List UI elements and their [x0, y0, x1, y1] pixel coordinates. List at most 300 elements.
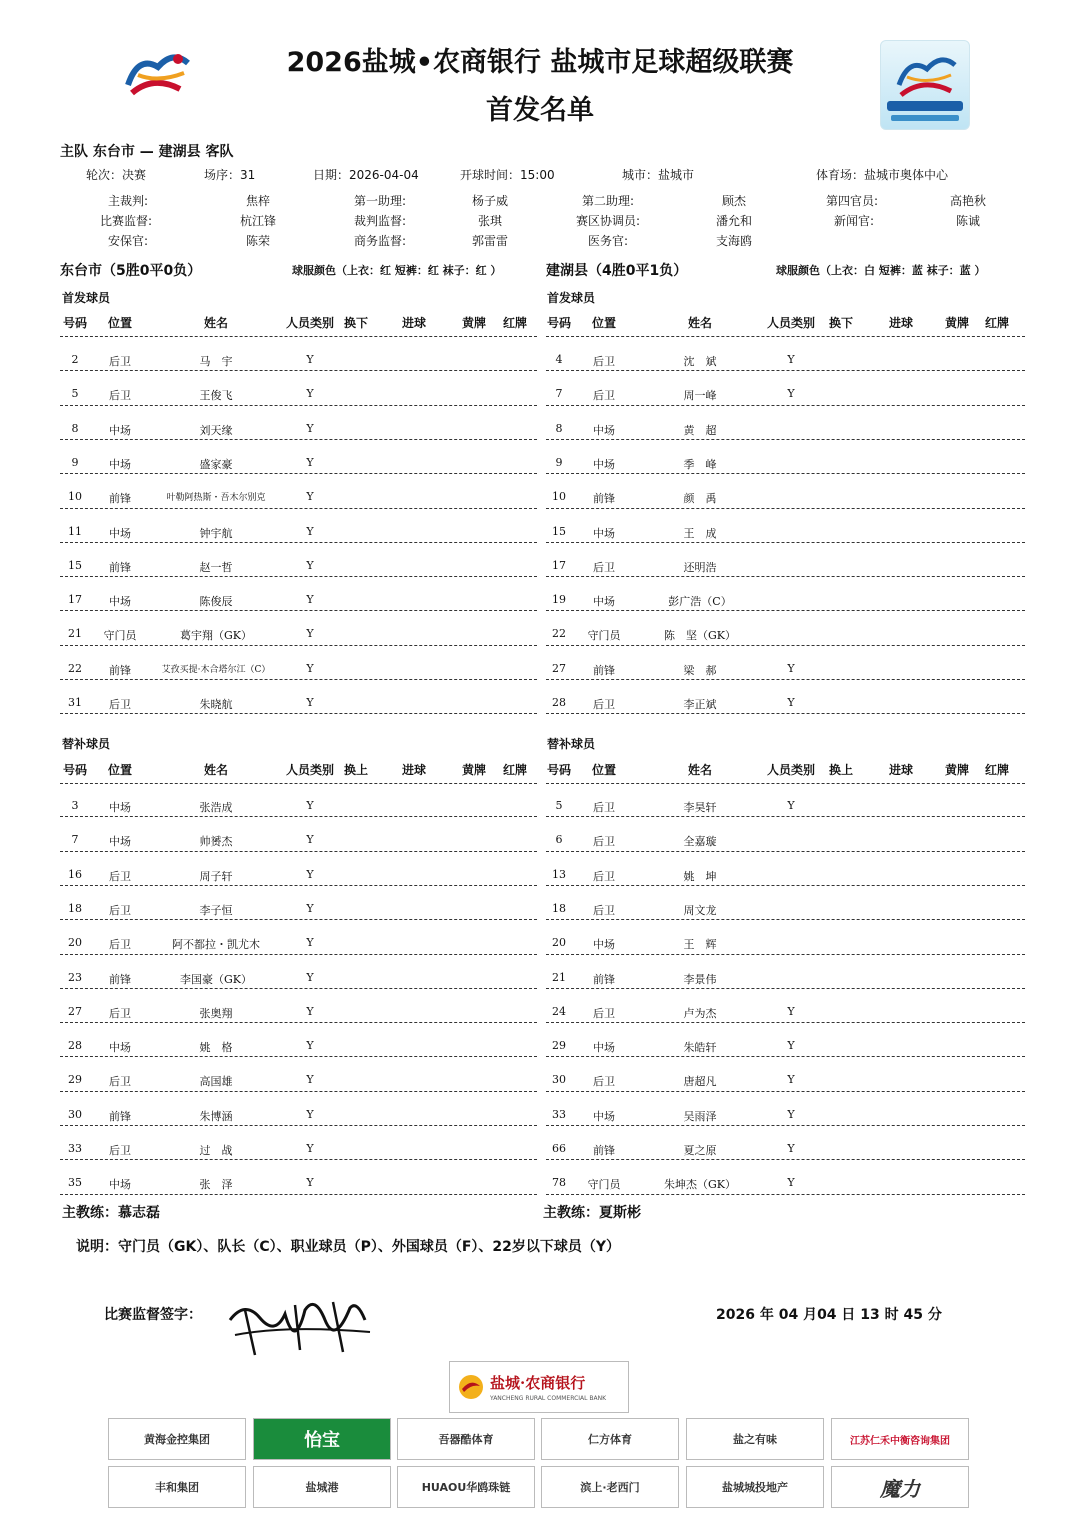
home-player-name: 张奥翔 [199, 1006, 233, 1020]
away-player-position: 后卫 [593, 903, 615, 917]
home-player-category: Y [306, 1107, 314, 1121]
away-row-divider [546, 851, 1025, 852]
away-player-position: 中场 [593, 457, 615, 471]
home-starters-col-red: 红牌 [502, 316, 527, 330]
home-row-divider [60, 919, 537, 920]
away-player-position: 中场 [593, 526, 615, 540]
away-player-category: Y [787, 1176, 795, 1190]
away-subs-col-yellow: 黄牌 [944, 763, 969, 777]
away-player-name: 唐超凡 [683, 1075, 717, 1089]
away-player-name: 朱坤杰（GK） [663, 1178, 736, 1192]
home-player-category: Y [306, 1142, 314, 1155]
home-player-position: 后卫 [109, 355, 131, 368]
home-player-name: 高国雄 [199, 1075, 233, 1089]
sponsor-name: 滨上·老西门 [580, 1481, 640, 1494]
sponsor-logo [541, 1466, 679, 1508]
home-player-category: Y [306, 833, 314, 847]
home-player-name: 钟宇航 [199, 526, 233, 540]
sponsor-name: 盐之有味 [733, 1433, 777, 1446]
away-row-divider [546, 508, 1025, 509]
home-player-name: 姚 格 [199, 1041, 233, 1055]
home-player-category: Y [306, 696, 314, 709]
away-player-name: 季 峰 [683, 457, 717, 471]
home-player-name: 马 宇 [199, 355, 233, 368]
home-subs-header-rule [60, 783, 537, 784]
away-subs-col-sub: 换上 [828, 763, 853, 777]
away-row-divider [546, 542, 1025, 543]
home-row-divider [60, 885, 537, 886]
page-title: 2026盐城•农商银行 盐城市足球超级联赛 [286, 47, 794, 78]
away-row-divider [546, 988, 1025, 989]
home-row-divider [60, 645, 537, 646]
home-player-position: 后卫 [109, 869, 131, 883]
away-player-number: 5 [555, 799, 563, 812]
away-player-number: 6 [555, 833, 563, 847]
label-ar1: 第一助理: [354, 194, 407, 208]
sponsor-logo [686, 1466, 824, 1508]
bank-name: 盐城·农商银行 [490, 1374, 586, 1392]
home-player-name: 盛家豪 [199, 457, 233, 471]
value-fourth: 高艳秋 [950, 194, 987, 208]
home-player-number: 21 [68, 627, 82, 641]
label-commercial: 商务监督: [354, 234, 407, 248]
home-player-number: 23 [68, 970, 82, 984]
away-row-divider [546, 1022, 1025, 1023]
sponsor-name: 盐城港 [305, 1481, 339, 1494]
away-subs-col-pos: 位置 [591, 763, 616, 777]
value-medical: 支海鸥 [716, 234, 753, 248]
home-player-name: 刘天缘 [199, 423, 233, 437]
home-subs-col-yellow: 黄牌 [461, 763, 486, 777]
home-player-category: Y [306, 867, 314, 881]
away-player-number: 18 [552, 901, 566, 915]
away-player-name: 陈 坚（GK） [663, 629, 736, 643]
away-player-name: 沈 斌 [683, 355, 717, 368]
home-player-position: 后卫 [109, 698, 131, 711]
home-player-category: Y [306, 524, 314, 538]
away-player-number: 29 [552, 1039, 566, 1053]
away-subs-header-rule [546, 783, 1025, 784]
away-row-divider [546, 713, 1025, 714]
away-player-number: 78 [552, 1176, 566, 1190]
home-player-name: 朱晓航 [199, 698, 233, 711]
sponsor-name: 丰和集团 [155, 1481, 199, 1494]
away-player-number: 19 [552, 593, 566, 607]
home-row-divider [60, 1125, 537, 1126]
label-ref-supervisor: 裁判监督: [354, 214, 407, 228]
value-supervisor: 杭江锋 [240, 214, 277, 228]
value-ref-supervisor: 张琪 [478, 214, 503, 228]
away-starters-col-no: 号码 [546, 316, 571, 330]
away-player-position: 中场 [593, 1041, 615, 1055]
home-starters-col-pos: 位置 [107, 316, 132, 330]
away-player-name: 李正斌 [683, 698, 717, 711]
home-player-number: 11 [68, 524, 82, 538]
away-row-divider [546, 1159, 1025, 1160]
value-press: 陈诚 [956, 214, 981, 228]
home-player-number: 30 [68, 1107, 82, 1121]
label-supervisor: 比赛监督: [100, 214, 153, 228]
home-team-name: 东台市（5胜0平0负） [60, 263, 202, 279]
away-row-divider [546, 1091, 1025, 1092]
home-player-position: 中场 [109, 801, 131, 814]
home-row-divider [60, 508, 537, 509]
home-player-number: 31 [68, 696, 82, 709]
home-player-category: Y [306, 970, 314, 984]
home-row-divider [60, 1056, 537, 1057]
away-player-number: 10 [552, 490, 566, 504]
away-player-position: 前锋 [593, 492, 615, 506]
home-player-position: 前锋 [109, 972, 131, 986]
home-player-category: Y [306, 661, 314, 675]
home-player-position: 中场 [109, 595, 131, 609]
home-starters-col-no: 号码 [62, 316, 87, 330]
home-starters-col-goals: 进球 [401, 316, 426, 330]
home-player-position: 前锋 [109, 663, 131, 677]
home-player-position: 中场 [109, 457, 131, 471]
home-player-name: 朱博涵 [199, 1109, 233, 1123]
home-player-name: 陈俊辰 [199, 595, 233, 609]
away-player-number: 24 [552, 1004, 566, 1018]
sponsor-name: 仁方体育 [588, 1433, 632, 1446]
home-player-name: 阿不都拉・凯尤木 [172, 938, 260, 952]
away-subs-col-name: 姓名 [687, 763, 712, 777]
away-player-name: 夏之原 [683, 1144, 717, 1157]
away-player-position: 后卫 [593, 1006, 615, 1020]
away-subs-label: 替补球员 [547, 737, 596, 751]
home-row-divider [60, 576, 537, 577]
label-fourth: 第四官员: [826, 194, 879, 208]
away-player-category: Y [787, 1073, 795, 1087]
away-row-divider [546, 370, 1025, 371]
home-player-number: 35 [68, 1176, 82, 1190]
value-commercial: 郭雷雷 [472, 234, 509, 248]
home-player-category: Y [306, 1176, 314, 1190]
away-player-number: 21 [552, 970, 566, 984]
home-player-category: Y [306, 353, 314, 366]
home-player-category: Y [306, 558, 314, 572]
home-coach: 主教练：慕志磊 [62, 1205, 160, 1221]
legend-note: 说明：守门员（GK）、队长（C）、职业球员（P）、外国球员（F）、22岁以下球员（Y） [76, 1239, 621, 1255]
away-player-position: 中场 [593, 423, 615, 437]
home-player-number: 9 [71, 455, 79, 469]
match-teams: 主队 东台市 — 建湖县 客队 [60, 144, 234, 160]
home-row-divider [60, 713, 537, 714]
sign-time: 2026 年 04 月04 日 13 时 45 分 [716, 1307, 942, 1323]
home-starters-col-cat: 人员类别 [285, 316, 334, 330]
label-medical: 医务官: [588, 234, 629, 248]
sponsor-logo [397, 1418, 535, 1460]
label-coordinator: 赛区协调员: [576, 214, 641, 228]
home-starters-col-sub: 换下 [343, 316, 368, 330]
title-sponsor-bank [449, 1361, 629, 1413]
home-player-number: 17 [68, 593, 82, 607]
home-player-number: 20 [68, 936, 82, 950]
away-player-position: 前锋 [593, 1144, 615, 1157]
sponsor-logo [831, 1418, 969, 1460]
away-player-position: 后卫 [593, 835, 615, 849]
home-player-name: 叶勒阿热斯・吾木尔别克 [166, 493, 266, 504]
away-row-divider [546, 919, 1025, 920]
away-player-number: 4 [555, 353, 563, 366]
bank-logo-icon [458, 1374, 484, 1400]
away-starters-col-cat: 人员类别 [766, 316, 815, 330]
away-row-divider [546, 954, 1025, 955]
home-player-position: 后卫 [109, 1144, 131, 1157]
away-player-number: 9 [555, 455, 563, 469]
home-player-name: 李国豪（GK） [179, 972, 252, 986]
away-player-name: 吴雨泽 [683, 1109, 717, 1123]
away-player-name: 王 辉 [683, 938, 717, 952]
home-player-category: Y [306, 936, 314, 950]
value-ar2: 顾杰 [722, 194, 747, 208]
info-kickoff: 开球时间：15:00 [460, 168, 555, 182]
home-player-position: 后卫 [109, 389, 131, 403]
home-row-divider [60, 988, 537, 989]
home-player-number: 22 [68, 661, 82, 675]
home-player-number: 7 [71, 833, 79, 847]
away-player-category: Y [787, 387, 795, 401]
home-player-position: 中场 [109, 1041, 131, 1055]
home-subs-col-cat: 人员类别 [285, 763, 334, 777]
home-player-position: 后卫 [109, 1006, 131, 1020]
home-player-name: 张 泽 [199, 1178, 233, 1192]
away-player-name: 李景伟 [683, 972, 717, 986]
away-starters-col-sub: 换下 [828, 316, 853, 330]
away-subs-col-no: 号码 [546, 763, 571, 777]
home-kit-colors: 球服颜色（上衣：红 短裤：红 袜子：红 ） [292, 264, 502, 277]
home-row-divider [60, 610, 537, 611]
away-player-position: 后卫 [593, 698, 615, 711]
home-player-position: 中场 [109, 526, 131, 540]
away-starters-header-rule [546, 336, 1025, 337]
away-player-category: Y [787, 1107, 795, 1121]
away-starters-label: 首发球员 [547, 291, 596, 305]
home-player-position: 守门员 [103, 629, 137, 643]
away-player-category: Y [787, 1142, 795, 1155]
away-player-name: 姚 坤 [683, 869, 717, 883]
home-player-number: 3 [71, 799, 79, 812]
value-coordinator: 潘允和 [716, 214, 753, 228]
home-player-category: Y [306, 421, 314, 435]
sponsor-logo [253, 1418, 391, 1460]
home-row-divider [60, 816, 537, 817]
value-referee: 焦梓 [246, 194, 271, 208]
home-player-name: 葛宇翔（GK） [179, 629, 252, 643]
away-player-position: 后卫 [593, 355, 615, 368]
info-match-no: 场序：31 [204, 168, 256, 182]
home-starters-col-yellow: 黄牌 [461, 316, 486, 330]
sponsor-logo [397, 1466, 535, 1508]
home-player-position: 前锋 [109, 492, 131, 506]
home-row-divider [60, 1159, 537, 1160]
away-starters-col-name: 姓名 [687, 316, 712, 330]
away-player-name: 全嘉璇 [683, 835, 717, 849]
away-player-number: 33 [552, 1107, 566, 1121]
home-player-number: 8 [71, 421, 79, 435]
away-starters-col-red: 红牌 [984, 316, 1009, 330]
away-player-name: 朱皓轩 [683, 1041, 717, 1055]
home-player-number: 18 [68, 901, 82, 915]
away-row-divider [546, 1056, 1025, 1057]
away-player-name: 王 成 [683, 526, 717, 540]
away-player-category: Y [787, 1004, 795, 1018]
sponsor-logo [541, 1418, 679, 1460]
away-player-name: 彭广浩（C） [668, 595, 732, 609]
sponsor-name: 怡宝 [304, 1430, 340, 1451]
away-player-number: 30 [552, 1073, 566, 1087]
label-ar2: 第二助理: [582, 194, 635, 208]
away-player-number: 20 [552, 936, 566, 950]
home-subs-col-red: 红牌 [502, 763, 527, 777]
away-player-number: 8 [555, 421, 563, 435]
home-subs-col-name: 姓名 [203, 763, 228, 777]
sponsor-name: 江苏仁禾中衡咨询集团 [850, 1435, 950, 1447]
sponsor-name: 吾器酷体育 [438, 1433, 494, 1446]
away-player-position: 守门员 [587, 1178, 621, 1192]
home-player-name: 张浩成 [199, 801, 233, 814]
away-player-name: 梁 郝 [683, 663, 717, 677]
home-player-category: Y [306, 387, 314, 401]
sponsor-name: 魔力 [880, 1476, 920, 1501]
sponsor-logo [108, 1418, 246, 1460]
sponsor-logo [108, 1466, 246, 1508]
home-player-number: 10 [68, 490, 82, 504]
signature-label: 比赛监督签字： [104, 1307, 202, 1323]
away-row-divider [546, 816, 1025, 817]
home-row-divider [60, 679, 537, 680]
home-row-divider [60, 370, 537, 371]
label-security: 安保官: [108, 234, 149, 248]
home-player-name: 赵一哲 [199, 560, 233, 574]
away-row-divider [546, 610, 1025, 611]
home-player-category: Y [306, 593, 314, 607]
away-row-divider [546, 1125, 1025, 1126]
home-player-position: 前锋 [109, 1109, 131, 1123]
home-starters-label: 首发球员 [62, 291, 111, 305]
home-row-divider [60, 1091, 537, 1092]
away-player-number: 15 [552, 524, 566, 538]
value-security: 陈荣 [246, 234, 271, 248]
home-player-category: Y [306, 1073, 314, 1087]
away-starters-col-yellow: 黄牌 [944, 316, 969, 330]
away-player-category: Y [787, 799, 795, 812]
away-player-category: Y [787, 1039, 795, 1053]
away-row-divider [546, 439, 1025, 440]
home-subs-col-pos: 位置 [107, 763, 132, 777]
away-row-divider [546, 1194, 1025, 1195]
sponsor-logo [253, 1466, 391, 1508]
home-player-number: 15 [68, 558, 82, 572]
away-player-position: 中场 [593, 1109, 615, 1123]
home-row-divider [60, 405, 537, 406]
home-player-position: 中场 [109, 423, 131, 437]
home-player-number: 33 [68, 1142, 82, 1155]
away-player-position: 后卫 [593, 801, 615, 814]
away-player-position: 后卫 [593, 869, 615, 883]
home-player-name: 帅赟杰 [199, 835, 233, 849]
home-row-divider [60, 439, 537, 440]
home-player-position: 后卫 [109, 1075, 131, 1089]
away-subs-col-red: 红牌 [984, 763, 1009, 777]
home-player-number: 2 [71, 353, 79, 366]
away-player-position: 后卫 [593, 1075, 615, 1089]
away-row-divider [546, 405, 1025, 406]
away-player-category: Y [787, 353, 795, 366]
away-player-name: 还明浩 [683, 560, 717, 574]
home-player-name: 周子轩 [199, 869, 233, 883]
away-player-name: 黄 超 [683, 423, 717, 437]
sponsor-name: HUAOU华鸥珠链 [421, 1481, 511, 1494]
home-player-position: 中场 [109, 1178, 131, 1192]
away-player-position: 中场 [593, 595, 615, 609]
info-city: 城市：盐城市 [622, 168, 695, 182]
home-starters-col-name: 姓名 [203, 316, 228, 330]
away-player-number: 66 [552, 1142, 566, 1155]
away-player-position: 前锋 [593, 972, 615, 986]
away-player-name: 李昊轩 [683, 801, 717, 814]
sponsor-logo [686, 1418, 824, 1460]
home-player-category: Y [306, 1004, 314, 1018]
home-row-divider [60, 542, 537, 543]
home-subs-col-goals: 进球 [401, 763, 426, 777]
home-starters-header-rule [60, 336, 537, 337]
away-subs-col-cat: 人员类别 [766, 763, 815, 777]
away-row-divider [546, 576, 1025, 577]
away-player-number: 17 [552, 558, 566, 572]
home-row-divider [60, 851, 537, 852]
home-subs-col-no: 号码 [62, 763, 87, 777]
home-row-divider [60, 954, 537, 955]
away-starters-col-goals: 进球 [888, 316, 913, 330]
home-player-position: 后卫 [109, 938, 131, 952]
label-referee: 主裁判: [108, 194, 149, 208]
home-row-divider [60, 473, 537, 474]
away-player-position: 守门员 [587, 629, 621, 643]
away-player-name: 卢为杰 [683, 1006, 717, 1020]
away-player-position: 后卫 [593, 389, 615, 403]
home-subs-col-sub: 换上 [343, 763, 368, 777]
home-player-name: 过 战 [199, 1144, 233, 1157]
away-player-number: 22 [552, 627, 566, 641]
away-row-divider [546, 473, 1025, 474]
home-player-position: 前锋 [109, 560, 131, 574]
away-row-divider [546, 679, 1025, 680]
home-row-divider [60, 1022, 537, 1023]
home-player-position: 后卫 [109, 903, 131, 917]
sponsor-name: 盐城城投地产 [722, 1481, 788, 1494]
home-player-name: 李子恒 [199, 903, 233, 917]
home-player-category: Y [306, 1039, 314, 1053]
home-player-category: Y [306, 490, 314, 504]
home-player-number: 29 [68, 1073, 82, 1087]
home-player-position: 中场 [109, 835, 131, 849]
home-player-number: 5 [71, 387, 79, 401]
away-subs-col-goals: 进球 [888, 763, 913, 777]
label-press: 新闻官: [834, 214, 875, 228]
home-row-divider [60, 1194, 537, 1195]
home-player-name: 艾孜买提·木合塔尔江（C） [161, 664, 271, 675]
away-player-name: 周文龙 [683, 903, 717, 917]
page-subtitle: 首发名单 [486, 95, 594, 126]
info-round: 轮次：决赛 [86, 168, 147, 182]
home-player-number: 27 [68, 1004, 82, 1018]
away-player-position: 中场 [593, 938, 615, 952]
info-venue: 体育场：盐城市奥体中心 [816, 168, 949, 182]
away-player-category: Y [787, 661, 795, 675]
away-player-number: 7 [555, 387, 563, 401]
away-kit-colors: 球服颜色（上衣：白 短裤：蓝 袜子：蓝 ） [776, 264, 986, 277]
